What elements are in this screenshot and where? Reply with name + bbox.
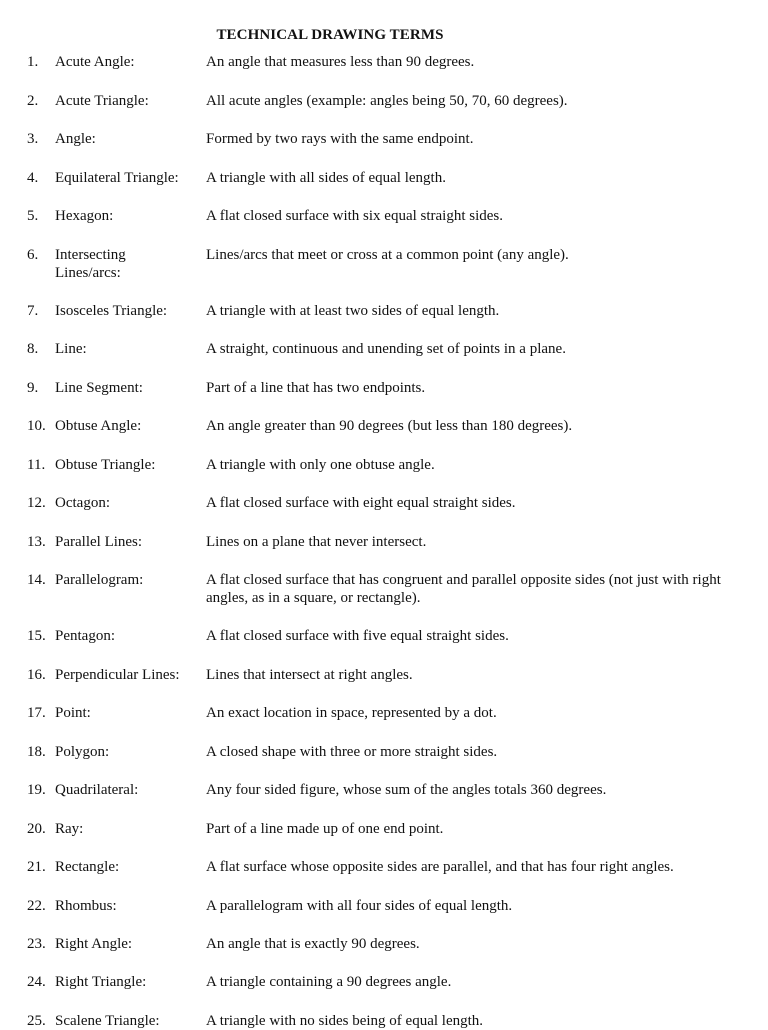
term-label: Polygon: <box>55 744 110 760</box>
term-definition: A parallelogram with all four sides of equal length. <box>206 898 513 914</box>
term-definition: All acute angles (example: angles being 50, 70, 60 degrees). <box>206 93 568 109</box>
item-number: 12. <box>27 495 46 511</box>
term-definition: A flat surface whose opposite sides are parallel, and that has four right angles. <box>206 859 674 875</box>
term-definition: A triangle with no sides being of equal length. <box>206 1013 484 1029</box>
term-label: Scalene Triangle: <box>55 1013 160 1029</box>
term-definition: An angle that measures less than 90 degrees. <box>206 54 475 70</box>
item-number: 22. <box>27 898 46 914</box>
term-definition: A triangle with only one obtuse angle. <box>206 457 435 473</box>
item-number: 18. <box>27 744 46 760</box>
term-label: Equilateral Triangle: <box>55 170 179 186</box>
item-number: 17. <box>27 705 46 721</box>
term-definition: A triangle containing a 90 degrees angle. <box>206 974 452 990</box>
item-number: 8. <box>27 341 39 357</box>
item-number: 6. <box>27 247 39 263</box>
term-definition: Part of a line that has two endpoints. <box>206 380 426 396</box>
item-number: 2. <box>27 93 39 109</box>
term-label: Isosceles Triangle: <box>55 303 168 319</box>
term-label: Rhombus: <box>55 898 117 914</box>
term-label: Hexagon: <box>55 208 114 224</box>
term-definition: An angle that is exactly 90 degrees. <box>206 936 420 952</box>
item-number: 4. <box>27 170 39 186</box>
item-number: 14. <box>27 572 46 588</box>
item-number: 16. <box>27 667 46 683</box>
item-number: 25. <box>27 1013 46 1029</box>
term-definition: Part of a line made up of one end point. <box>206 821 444 837</box>
term-definition: A flat closed surface with six equal straight sides. <box>206 208 504 224</box>
item-number: 1. <box>27 54 39 70</box>
item-number: 24. <box>27 974 46 990</box>
term-definition: A straight, continuous and unending set of points in a plane. <box>206 341 566 357</box>
item-number: 3. <box>27 131 39 147</box>
term-label: Intersecting Lines/arcs: <box>55 247 126 281</box>
term-definition: Lines on a plane that never intersect. <box>206 534 427 550</box>
term-definition: A triangle with at least two sides of equal length. <box>206 303 500 319</box>
term-label: Acute Triangle: <box>55 93 149 109</box>
term-definition: An angle greater than 90 degrees (but less than 180 degrees). <box>206 418 573 434</box>
term-label: Parallel Lines: <box>55 534 143 550</box>
term-label: Parallelogram: <box>55 572 144 588</box>
term-label: Octagon: <box>55 495 110 511</box>
term-label: Line: <box>55 341 87 357</box>
term-label: Obtuse Angle: <box>55 418 142 434</box>
item-number: 9. <box>27 380 39 396</box>
term-definition: A flat closed surface with eight equal straight sides. <box>206 495 516 511</box>
item-number: 15. <box>27 628 46 644</box>
term-label: Acute Angle: <box>55 54 135 70</box>
item-number: 13. <box>27 534 46 550</box>
item-number: 19. <box>27 782 46 798</box>
term-label: Line Segment: <box>55 380 143 396</box>
term-label: Pentagon: <box>55 628 115 644</box>
item-number: 23. <box>27 936 46 952</box>
item-number: 11. <box>27 457 46 473</box>
term-label: Quadrilateral: <box>55 782 139 798</box>
item-number: 10. <box>27 418 46 434</box>
term-label: Right Angle: <box>55 936 133 952</box>
term-definition: A triangle with all sides of equal length. <box>206 170 446 186</box>
term-definition: Lines that intersect at right angles. <box>206 667 413 683</box>
term-label: Rectangle: <box>55 859 120 875</box>
term-definition: Any four sided figure, whose sum of the angles totals 360 degrees. <box>206 782 607 798</box>
term-label: Angle: <box>55 131 96 147</box>
item-number: 21. <box>27 859 46 875</box>
term-definition: An exact location in space, represented by a dot. <box>206 705 497 721</box>
term-definition: A flat closed surface with five equal straight sides. <box>206 628 509 644</box>
item-number: 5. <box>27 208 39 224</box>
term-definition: Lines/arcs that meet or cross at a common point (any angle). <box>206 247 569 263</box>
term-label: Obtuse Triangle: <box>55 457 156 473</box>
term-label: Perpendicular Lines: <box>55 667 180 683</box>
term-definition: A closed shape with three or more straight sides. <box>206 744 498 760</box>
item-number: 7. <box>27 303 39 319</box>
term-label: Point: <box>55 705 91 721</box>
term-definition: Formed by two rays with the same endpoint. <box>206 131 474 147</box>
term-label: Ray: <box>55 821 84 837</box>
term-label: Right Triangle: <box>55 974 147 990</box>
document-title: TECHNICAL DRAWING TERMS <box>216 27 444 43</box>
item-number: 20. <box>27 821 46 837</box>
term-definition: A flat closed surface that has congruent and parallel opposite sides (not just with right angles, as in a square, or rectangle). <box>206 572 721 606</box>
